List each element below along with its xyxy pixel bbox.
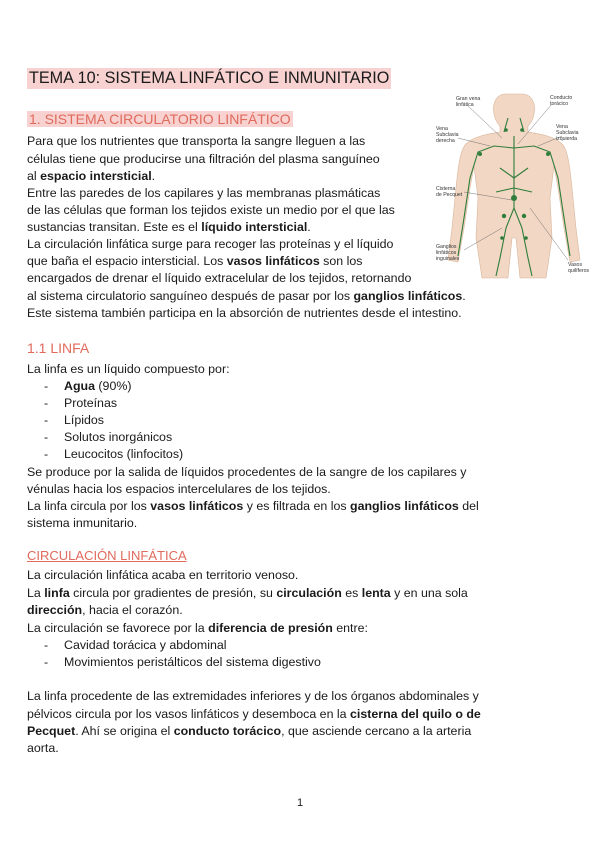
list-item: Solutos inorgánicos: [64, 430, 173, 444]
paragraph-line: sistema inmunitario.: [27, 516, 138, 530]
label-vena-izq-2: Subclavia: [556, 130, 579, 136]
paragraph-line: La circulación linfática acaba en territorio venoso.: [27, 568, 299, 582]
label-vena-izq-3: izquierda: [556, 136, 578, 142]
section-heading-circulacion: CIRCULACIÓN LINFÁTICA: [27, 548, 187, 563]
list-item: Movimientos peristálticos del sistema digestivo: [64, 655, 321, 669]
list-item: Agua (90%): [64, 379, 132, 393]
paragraph-line: Pecquet. Ahí se origina el conducto torácico, que asciende cercano a la arteria: [27, 724, 472, 738]
bullet-marker: -: [44, 396, 49, 410]
paragraph-line: Se produce por la salida de líquidos procedentes de la sangre de los capilares y: [27, 465, 467, 479]
paragraph-line: dirección, hacia el corazón.: [27, 603, 183, 617]
bullet-marker: -: [44, 447, 49, 461]
paragraph-line: aorta.: [27, 741, 59, 755]
paragraph-line: sustancias transitan. Este es el líquido intersticial.: [27, 220, 311, 234]
paragraph-line: Entre las paredes de los capilares y las membranas plasmáticas: [27, 186, 381, 200]
label-cisterna-2: de Pecquet: [436, 192, 463, 198]
bullet-marker: -: [44, 379, 49, 393]
paragraph-line: pélvicos circula por los vasos linfáticos y desemboca en la cisterna del quilo o de: [27, 707, 481, 721]
label-vena-izq: Vena: [556, 124, 568, 130]
page-title: TEMA 10: SISTEMA LINFÁTICO E INMUNITARIO: [29, 69, 390, 87]
label-gran-vena-2: linfática: [456, 102, 474, 108]
paragraph-line: encargados de drenar el líquido extracelular de los tejidos, retornando: [27, 271, 412, 285]
label-vasos-2: quilíferos: [568, 268, 590, 274]
label-ganglios: Ganglios: [436, 244, 457, 250]
paragraph-line: que baña el espacio intersticial. Los vasos linfáticos son los: [27, 254, 363, 268]
paragraph-line: La linfa circula por gradientes de presión, su circulación es lenta y en una sola: [27, 586, 468, 600]
bullet-marker: -: [44, 655, 49, 669]
label-gran-vena: Gran vena: [456, 96, 481, 102]
paragraph-line: La circulación linfática surge para recoger las proteínas y el líquido: [27, 237, 394, 251]
label-conducto: Conducto: [550, 95, 573, 101]
label-vena-der-3: derecha: [436, 138, 455, 144]
label-cisterna: Cisterna: [436, 186, 456, 192]
paragraph-line: de las células que forman los tejidos existe un medio por el que las: [27, 203, 395, 217]
lymphatic-system-figure: [434, 88, 598, 280]
label-conducto-2: torácico: [550, 101, 569, 107]
label-vasos: Vasos: [568, 262, 583, 268]
bullet-marker: -: [44, 638, 49, 652]
page-number: 1: [296, 797, 304, 809]
bullet-marker: -: [44, 430, 49, 444]
paragraph-line: La linfa es un líquido compuesto por:: [27, 362, 230, 376]
section-heading-1-1: 1.1 LINFA: [27, 340, 90, 356]
paragraph-line: La linfa circula por los vasos linfáticos y es filtrada en los ganglios linfáticos del: [27, 499, 479, 513]
paragraph-line: Para que los nutrientes que transporta la sangre lleguen a las: [27, 134, 366, 148]
label-vena-der: Vena: [436, 126, 448, 132]
paragraph-line: Este sistema también participa en la absorción de nutrientes desde el intestino.: [27, 306, 462, 320]
paragraph-line: al espacio intersticial.: [27, 169, 156, 183]
paragraph-line: La circulación se favorece por la diferencia de presión entre:: [27, 621, 368, 635]
label-vena-der-2: Subclavia: [436, 132, 459, 138]
paragraph-line: al sistema circulatorio sanguíneo después de pasar por los ganglios linfáticos.: [27, 289, 466, 303]
list-item: Cavidad torácica y abdominal: [64, 638, 227, 652]
paragraph-line: La linfa procedente de las extremidades inferiores y de los órganos abdominales y: [27, 689, 479, 703]
paragraph-line: vénulas hacia los espacios intercelulares de los tejidos.: [27, 482, 331, 496]
label-ganglios-2: linfáticos: [436, 250, 457, 256]
list-item: Proteínas: [64, 396, 118, 410]
label-ganglios-3: inguinales: [436, 256, 460, 262]
list-item: Leucocitos (linfocitos): [64, 447, 184, 461]
paragraph-line: células tiene que producirse una filtración del plasma sanguíneo: [27, 152, 380, 166]
list-item: Lípidos: [64, 413, 104, 427]
section-heading-1: 1. SISTEMA CIRCULATORIO LINFÁTICO: [29, 111, 291, 127]
bullet-marker: -: [44, 413, 49, 427]
